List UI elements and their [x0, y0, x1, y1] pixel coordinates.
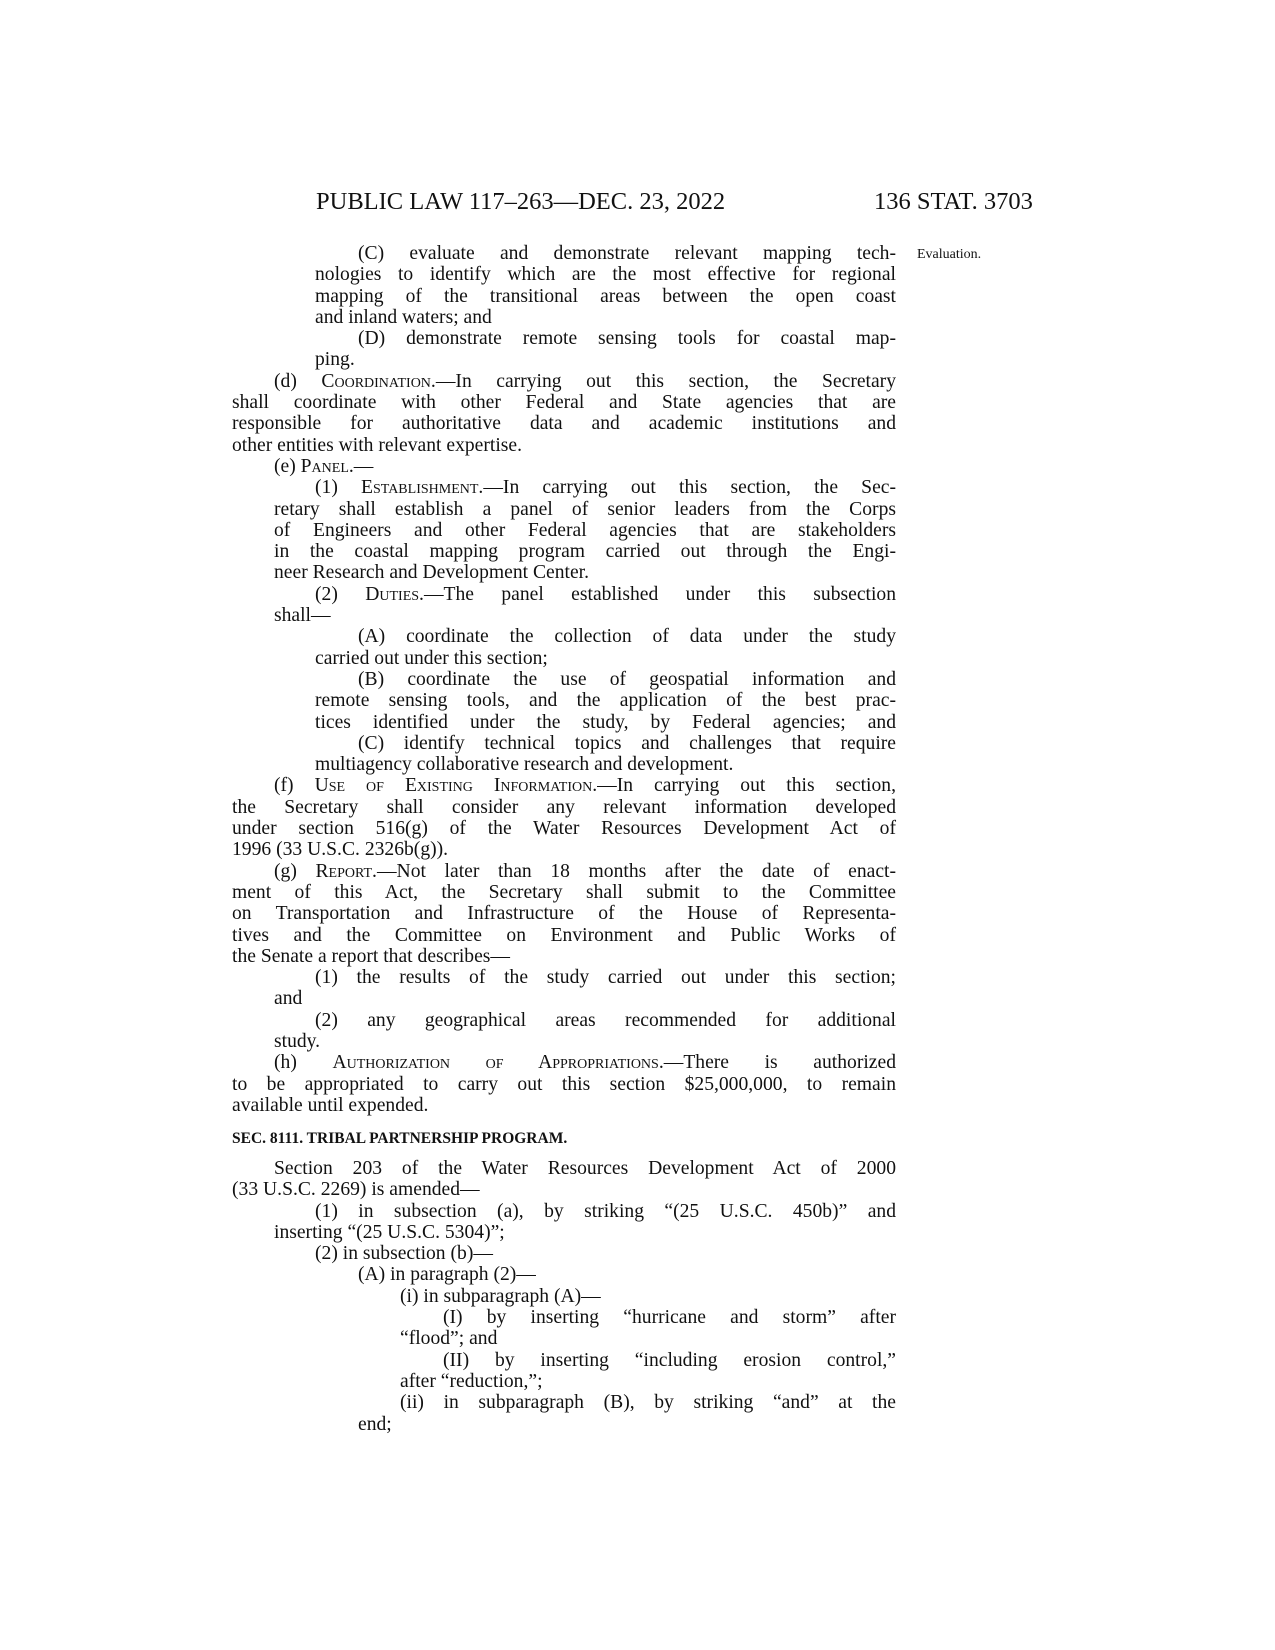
text-line: ment of this Act, the Secretary shall submit to the Committee — [232, 881, 896, 903]
text-line: under section 516(g) of the Water Resources Development Act of — [232, 818, 896, 840]
text-line: (i) in subparagraph (A)— — [400, 1285, 601, 1307]
subsection-h — [0, 1052, 896, 1073]
text-line: (2) in subsection (b)— — [315, 1243, 493, 1265]
text-span: .—In carrying out this section, the Sec- — [478, 477, 896, 499]
text-line: (C) identify technical topics and challenges that require — [358, 732, 896, 754]
text-line: the Secretary shall consider any relevant information developed — [232, 796, 896, 818]
running-header-title: PUBLIC LAW 117–263—DEC. 23, 2022 — [316, 188, 726, 215]
paragraph-1 — [0, 477, 896, 498]
page-number: 136 STAT. 3703 — [874, 188, 1033, 215]
text-line: ping. — [315, 349, 355, 371]
text-line: shall coordinate with other Federal and State agencies that are — [232, 392, 896, 414]
subsection-e — [0, 456, 896, 477]
text-line: multiagency collaborative research and development. — [315, 754, 734, 776]
text-span: .—In carrying out this section, — [592, 775, 896, 797]
text-line: of Engineers and other Federal agencies that are stakeholders — [274, 519, 896, 541]
text-line: (I) by inserting “hurricane and storm” after — [443, 1307, 896, 1329]
text-line: (B) coordinate the use of geospatial information and — [358, 668, 896, 690]
text-line: retary shall establish a panel of senior leaders from the Corps — [274, 498, 896, 520]
text-span: .—Not later than 18 months after the date of enact- — [372, 860, 896, 882]
paragraph-label: (2) — [315, 583, 366, 605]
paragraph-2 — [0, 584, 896, 605]
text-line: (II) by inserting “including erosion control,” — [443, 1349, 896, 1371]
text-line: (A) coordinate the collection of data under the study — [358, 626, 896, 648]
text-line: tices identified under the study, by Federal agencies; and — [315, 711, 896, 733]
paragraph-heading: Duties — [365, 583, 420, 605]
text-span: .—The panel established under this subsection — [419, 583, 896, 605]
text-line: carried out under this section; — [315, 647, 548, 669]
text-line: inserting “(25 U.S.C. 5304)”; — [274, 1221, 505, 1243]
subsection-heading: Authorization of Appropriations — [332, 1052, 659, 1074]
text-line: (2) any geographical areas recommended for additional — [315, 1009, 896, 1031]
text-span: .—There is authorized — [658, 1052, 896, 1074]
text-line: study. — [274, 1030, 321, 1052]
text-line: the Senate a report that describes— — [232, 945, 511, 967]
text-line: mapping of the transitional areas between the open coast — [315, 285, 896, 307]
text-line: (ii) in subparagraph (B), by striking “and” at the — [400, 1392, 896, 1414]
subsection-f — [0, 775, 896, 796]
text-line: (1) in subsection (a), by striking “(25 U.S.C. 450b)” and — [315, 1200, 896, 1222]
text-line: and — [274, 988, 303, 1010]
subsection-heading: Panel — [300, 455, 349, 477]
subsection-label: (d) — [274, 370, 322, 392]
text-line: (D) demonstrate remote sensing tools for coastal map- — [358, 328, 896, 350]
subsection-g — [0, 861, 896, 882]
text-line: available until expended. — [232, 1094, 429, 1116]
text-line: 1996 (33 U.S.C. 2326b(g)). — [232, 839, 449, 861]
text-line: (33 U.S.C. 2269) is amended— — [232, 1179, 480, 1201]
text-line: (1) the results of the study carried out under this section; — [315, 967, 896, 989]
text-line: remote sensing tools, and the application of the best prac- — [315, 690, 896, 712]
text-span: .—In carrying out this section, the Secretary — [430, 370, 896, 392]
text-line: to be appropriated to carry out this section $25,000,000, to remain — [232, 1073, 896, 1095]
text-line: neer Research and Development Center. — [274, 562, 590, 584]
text-span: .— — [348, 455, 374, 477]
subsection-label: (e) — [274, 455, 301, 477]
text-line: and inland waters; and — [315, 306, 492, 328]
text-line: after “reduction,”; — [400, 1370, 543, 1392]
text-line: (C) evaluate and demonstrate relevant mapping tech- — [358, 243, 896, 264]
text-line: “flood”; and — [400, 1328, 498, 1350]
subsection-d — [0, 371, 896, 392]
text-line: (A) in paragraph (2)— — [358, 1264, 536, 1286]
margin-note: Evaluation. — [917, 247, 982, 262]
paragraph-label: (1) — [315, 477, 362, 499]
section-8111-body — [0, 1158, 896, 1435]
text-line: nologies to identify which are the most effective for regional — [315, 264, 896, 286]
subsection-heading: Use of Existing Information — [314, 775, 593, 797]
text-line: end; — [358, 1413, 392, 1435]
text-line: on Transportation and Infrastructure of the House of Representa- — [232, 903, 896, 925]
subsection-label: (g) — [274, 860, 316, 882]
section-body-continued — [0, 243, 896, 1116]
section-heading: SEC. 8111. TRIBAL PARTNERSHIP PROGRAM. — [232, 1130, 568, 1147]
paragraph-heading: Establishment — [361, 477, 479, 499]
text-line: other entities with relevant expertise. — [232, 434, 522, 456]
text-line: tives and the Committee on Environment and Public Works of — [232, 924, 896, 946]
subsection-label: (f) — [274, 775, 315, 797]
subsection-heading: Report — [315, 860, 373, 882]
text-line: responsible for authoritative data and academic institutions and — [232, 413, 896, 435]
text-line: Section 203 of the Water Resources Development Act of 2000 — [274, 1158, 896, 1179]
text-line: in the coastal mapping program carried out through the Engi- — [274, 541, 896, 563]
subsection-label: (h) — [274, 1052, 333, 1074]
subsection-heading: Coordination — [321, 370, 431, 392]
text-line: shall— — [274, 605, 331, 627]
